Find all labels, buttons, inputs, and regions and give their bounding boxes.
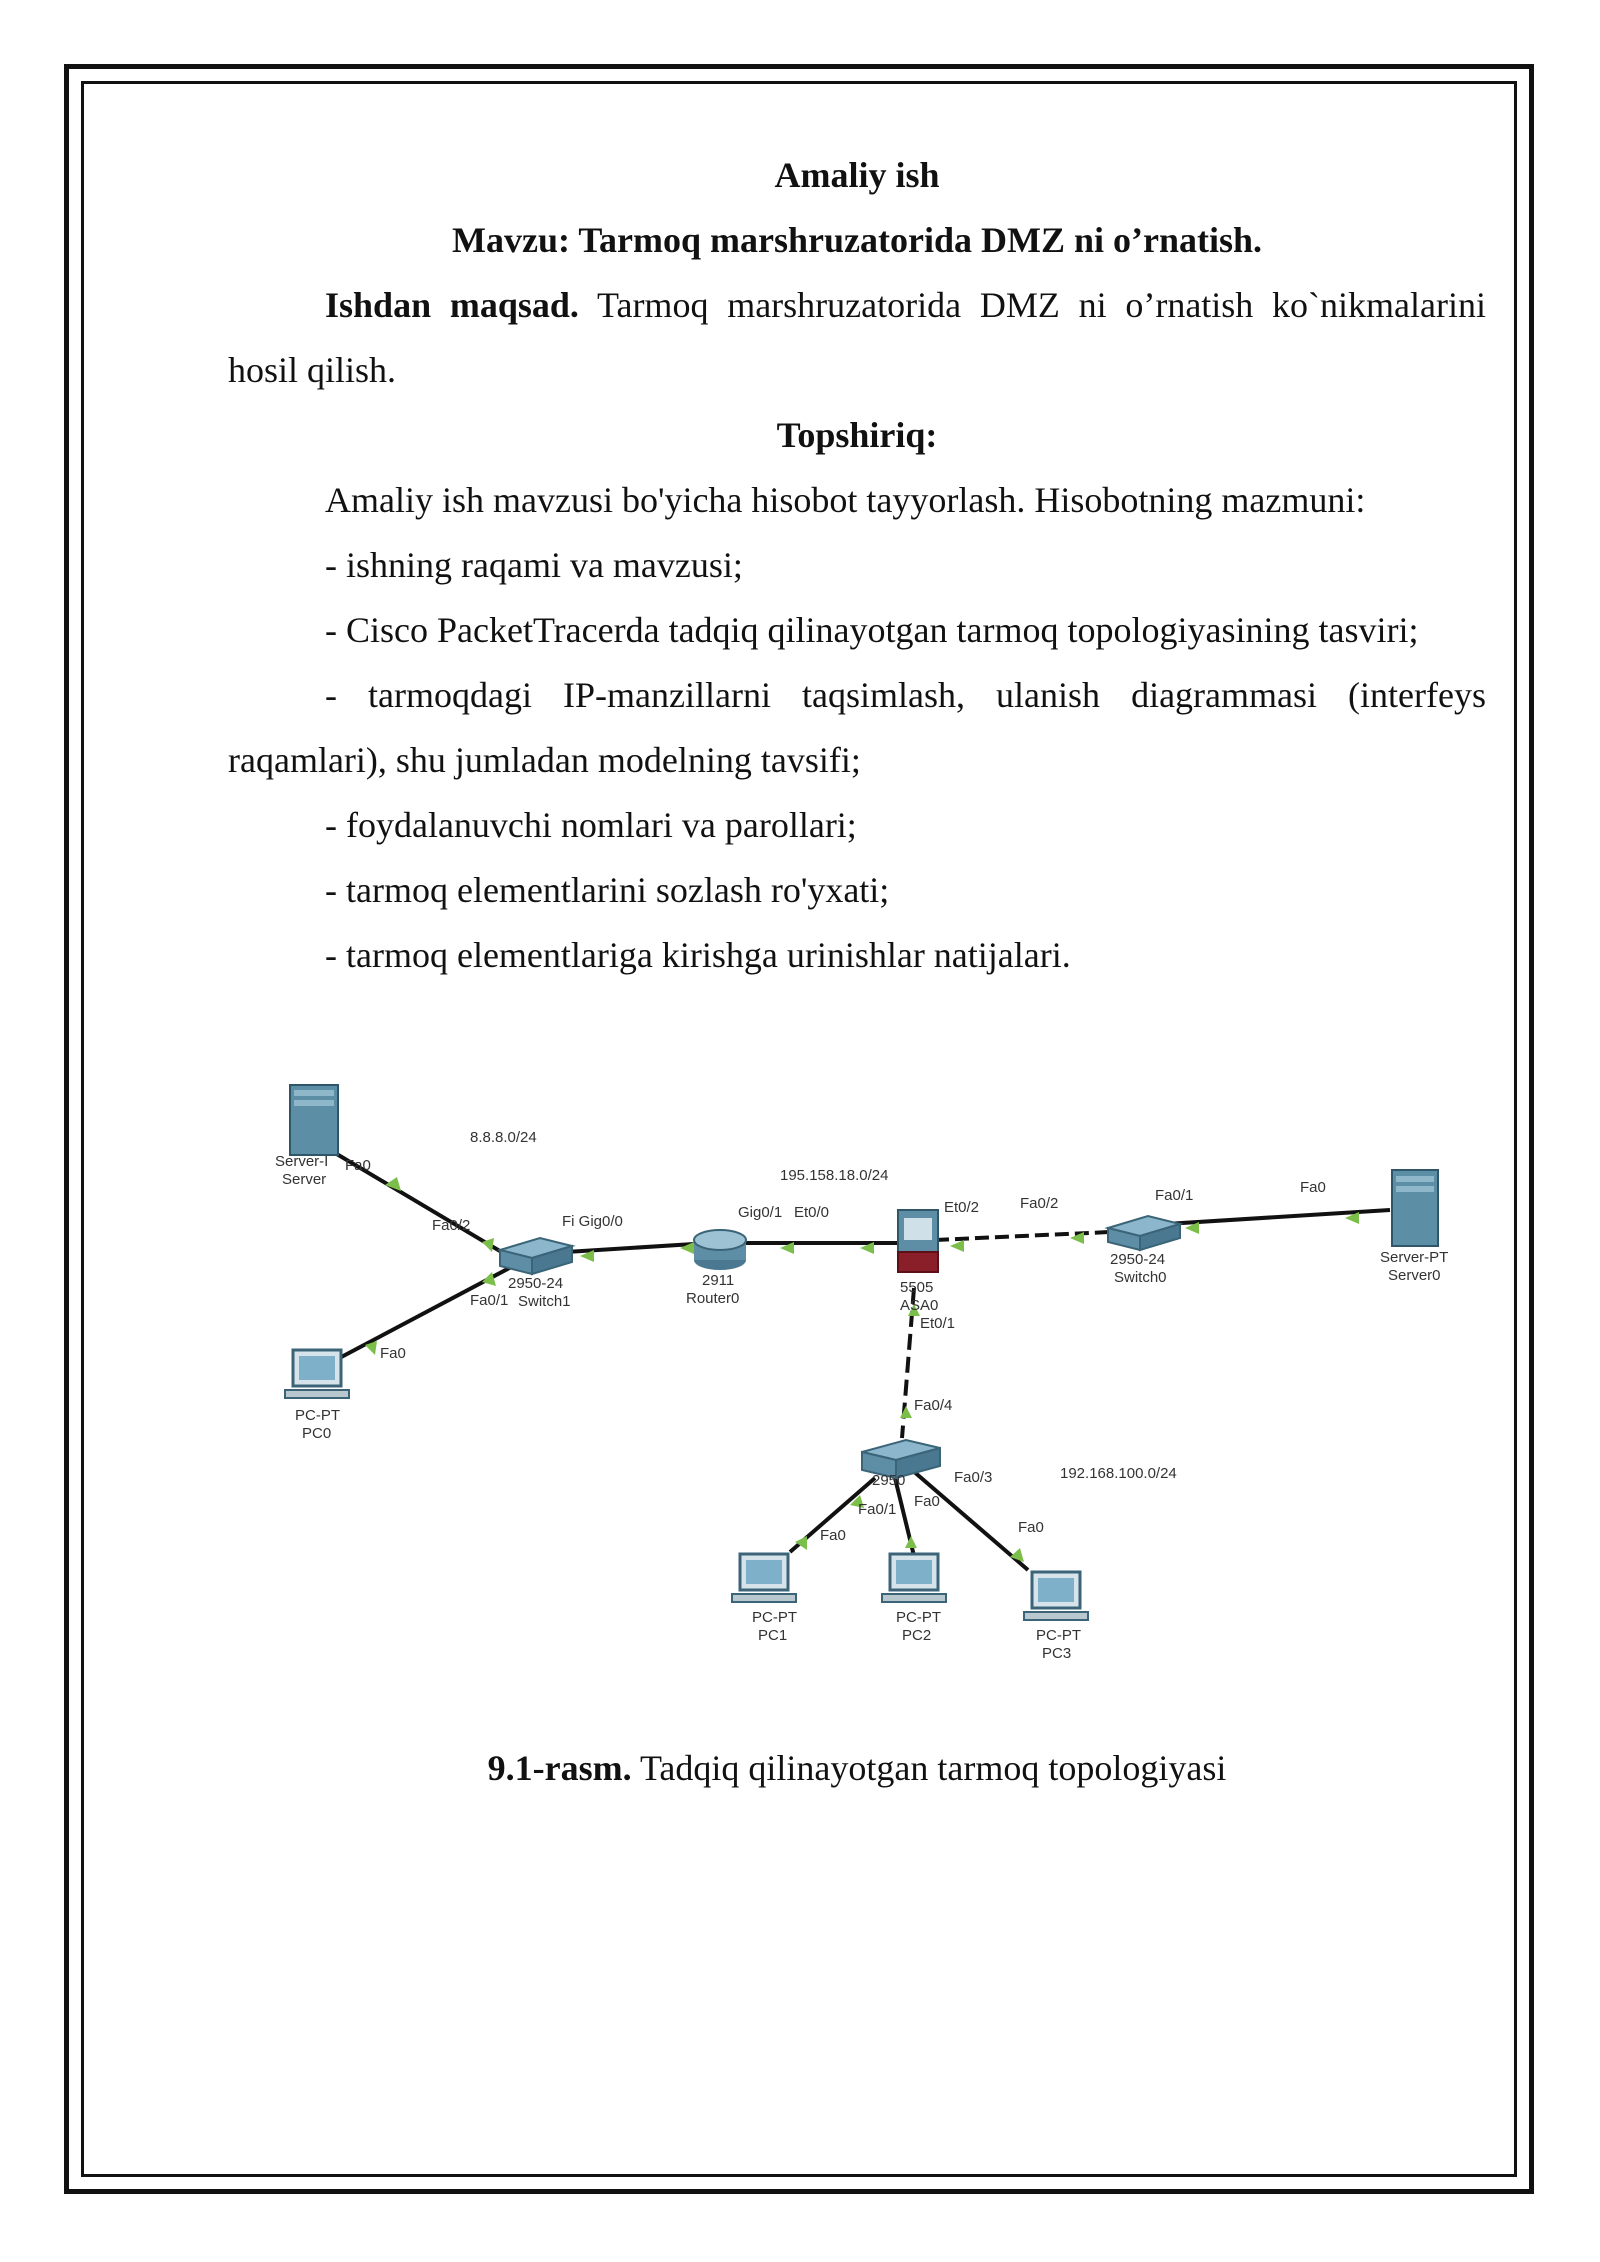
port-label: Fa0/2 <box>432 1217 471 1234</box>
task-heading: Topshiriq: <box>776 415 938 455</box>
report-item: - tarmoq elementlariga kirishga urinishlar natijalari. <box>325 935 1071 975</box>
network-label: 192.168.100.0/24 <box>1060 1465 1177 1482</box>
port-label: Et0/1 <box>920 1315 956 1332</box>
device-label: PC-PT <box>295 1407 340 1424</box>
server-icon[interactable] <box>1392 1170 1438 1246</box>
report-item: - Cisco PacketTracerda tadqiq qilinayotgan tarmoq topologiyasining tasviri; <box>325 610 1419 650</box>
port-label: Et0/2 <box>944 1199 980 1216</box>
labels <box>275 1129 1448 1662</box>
port-label: Fa0/1 <box>858 1501 897 1518</box>
device-label: ASA0 <box>900 1297 939 1314</box>
device-label: Server-PT <box>1380 1249 1449 1266</box>
port-label: Fa0/4 <box>914 1397 953 1414</box>
subject-line: Mavzu: Tarmoq marshruzatorida DMZ ni o’rnatish. <box>452 220 1262 260</box>
device-label: 2911 <box>702 1272 735 1289</box>
device-label: Switch1 <box>518 1293 571 1310</box>
caption-text: Tadqiq qilinayotgan tarmoq topologiyasi <box>631 1748 1227 1788</box>
device-label: 2950 <box>872 1472 906 1489</box>
report-item: - tarmoqdagi IP-manzillarni taqsimlash, ulanish diagrammasi (interfeys raqamlari), shu jumladan modelning tavsifi; <box>228 675 1486 780</box>
report-item: - foydalanuvchi nomlari va parollari; <box>325 805 857 845</box>
device-label: PC3 <box>1042 1645 1072 1662</box>
pc-icon[interactable] <box>285 1350 349 1398</box>
port-label: Fa0 <box>345 1157 371 1174</box>
device-label: 2950-24 <box>508 1275 564 1292</box>
port-label: Et0/0 <box>794 1204 830 1221</box>
link-marker <box>905 1536 917 1548</box>
caption-label: 9.1-rasm. <box>487 1748 632 1788</box>
device-label: 2950-24 <box>1110 1251 1166 1268</box>
port-label: Fa0 <box>914 1493 940 1510</box>
device-label: PC-PT <box>1036 1627 1081 1644</box>
port-label: Fa0/1 <box>1155 1187 1194 1204</box>
network-label: 8.8.8.0/24 <box>470 1129 537 1146</box>
goal-paragraph <box>228 273 1486 403</box>
device-label: PC-PT <box>752 1609 797 1626</box>
network-label: 195.158.18.0/24 <box>780 1167 889 1184</box>
page-title: Amaliy ish <box>774 155 940 195</box>
router-icon[interactable] <box>694 1230 746 1270</box>
port-label: Fa0 <box>1300 1179 1326 1196</box>
device-label: 5505 <box>900 1279 934 1296</box>
firewall-icon[interactable] <box>898 1210 938 1272</box>
switch-icon[interactable] <box>500 1238 572 1274</box>
port-label: Gig0/1 <box>738 1204 783 1221</box>
port-label: Fa0 <box>1018 1519 1044 1536</box>
device-label: Server <box>282 1171 327 1188</box>
link-marker <box>900 1406 912 1418</box>
device-label: Router0 <box>686 1290 740 1307</box>
device-label: Server-I <box>275 1153 329 1170</box>
pc-icon[interactable] <box>1024 1572 1088 1620</box>
port-label: Fa0/1 <box>470 1292 509 1309</box>
goal-label: Ishdan maqsad. <box>325 285 579 325</box>
device-label: Switch0 <box>1114 1269 1167 1286</box>
device-label: PC1 <box>758 1627 788 1644</box>
report-intro: Amaliy ish mavzusi bo'yicha hisobot tayyorlash. Hisobotning mazmuni: <box>325 480 1366 520</box>
port-label: Fa0 <box>380 1345 406 1362</box>
port-label: Fa0 <box>820 1527 846 1544</box>
port-label: Fi Gig0/0 <box>562 1213 623 1230</box>
link-marker <box>950 1240 964 1252</box>
device-label: PC-PT <box>896 1609 941 1626</box>
device-label: PC0 <box>302 1425 332 1442</box>
network-topology-diagram <box>250 1060 1480 1700</box>
report-item: - tarmoq elementlarini sozlash ro'yxati; <box>325 870 890 910</box>
port-label: Fa0/3 <box>954 1469 993 1486</box>
report-item: - ishning raqami va mavzusi; <box>325 545 743 585</box>
figure-caption <box>228 1736 1486 1801</box>
switch-icon[interactable] <box>1108 1216 1180 1250</box>
port-label: Fa0/2 <box>1020 1195 1059 1212</box>
server-icon[interactable] <box>290 1085 338 1155</box>
report-section <box>228 468 1486 988</box>
device-label: PC2 <box>902 1627 932 1644</box>
pc-icon[interactable] <box>882 1554 946 1602</box>
pc-icon[interactable] <box>732 1554 796 1602</box>
goal-text: Tarmoq marshruzatorida DMZ ni o’rnatish ko`nikmalarini hosil qilish. <box>228 285 1487 390</box>
device-label: Server0 <box>1388 1267 1441 1284</box>
